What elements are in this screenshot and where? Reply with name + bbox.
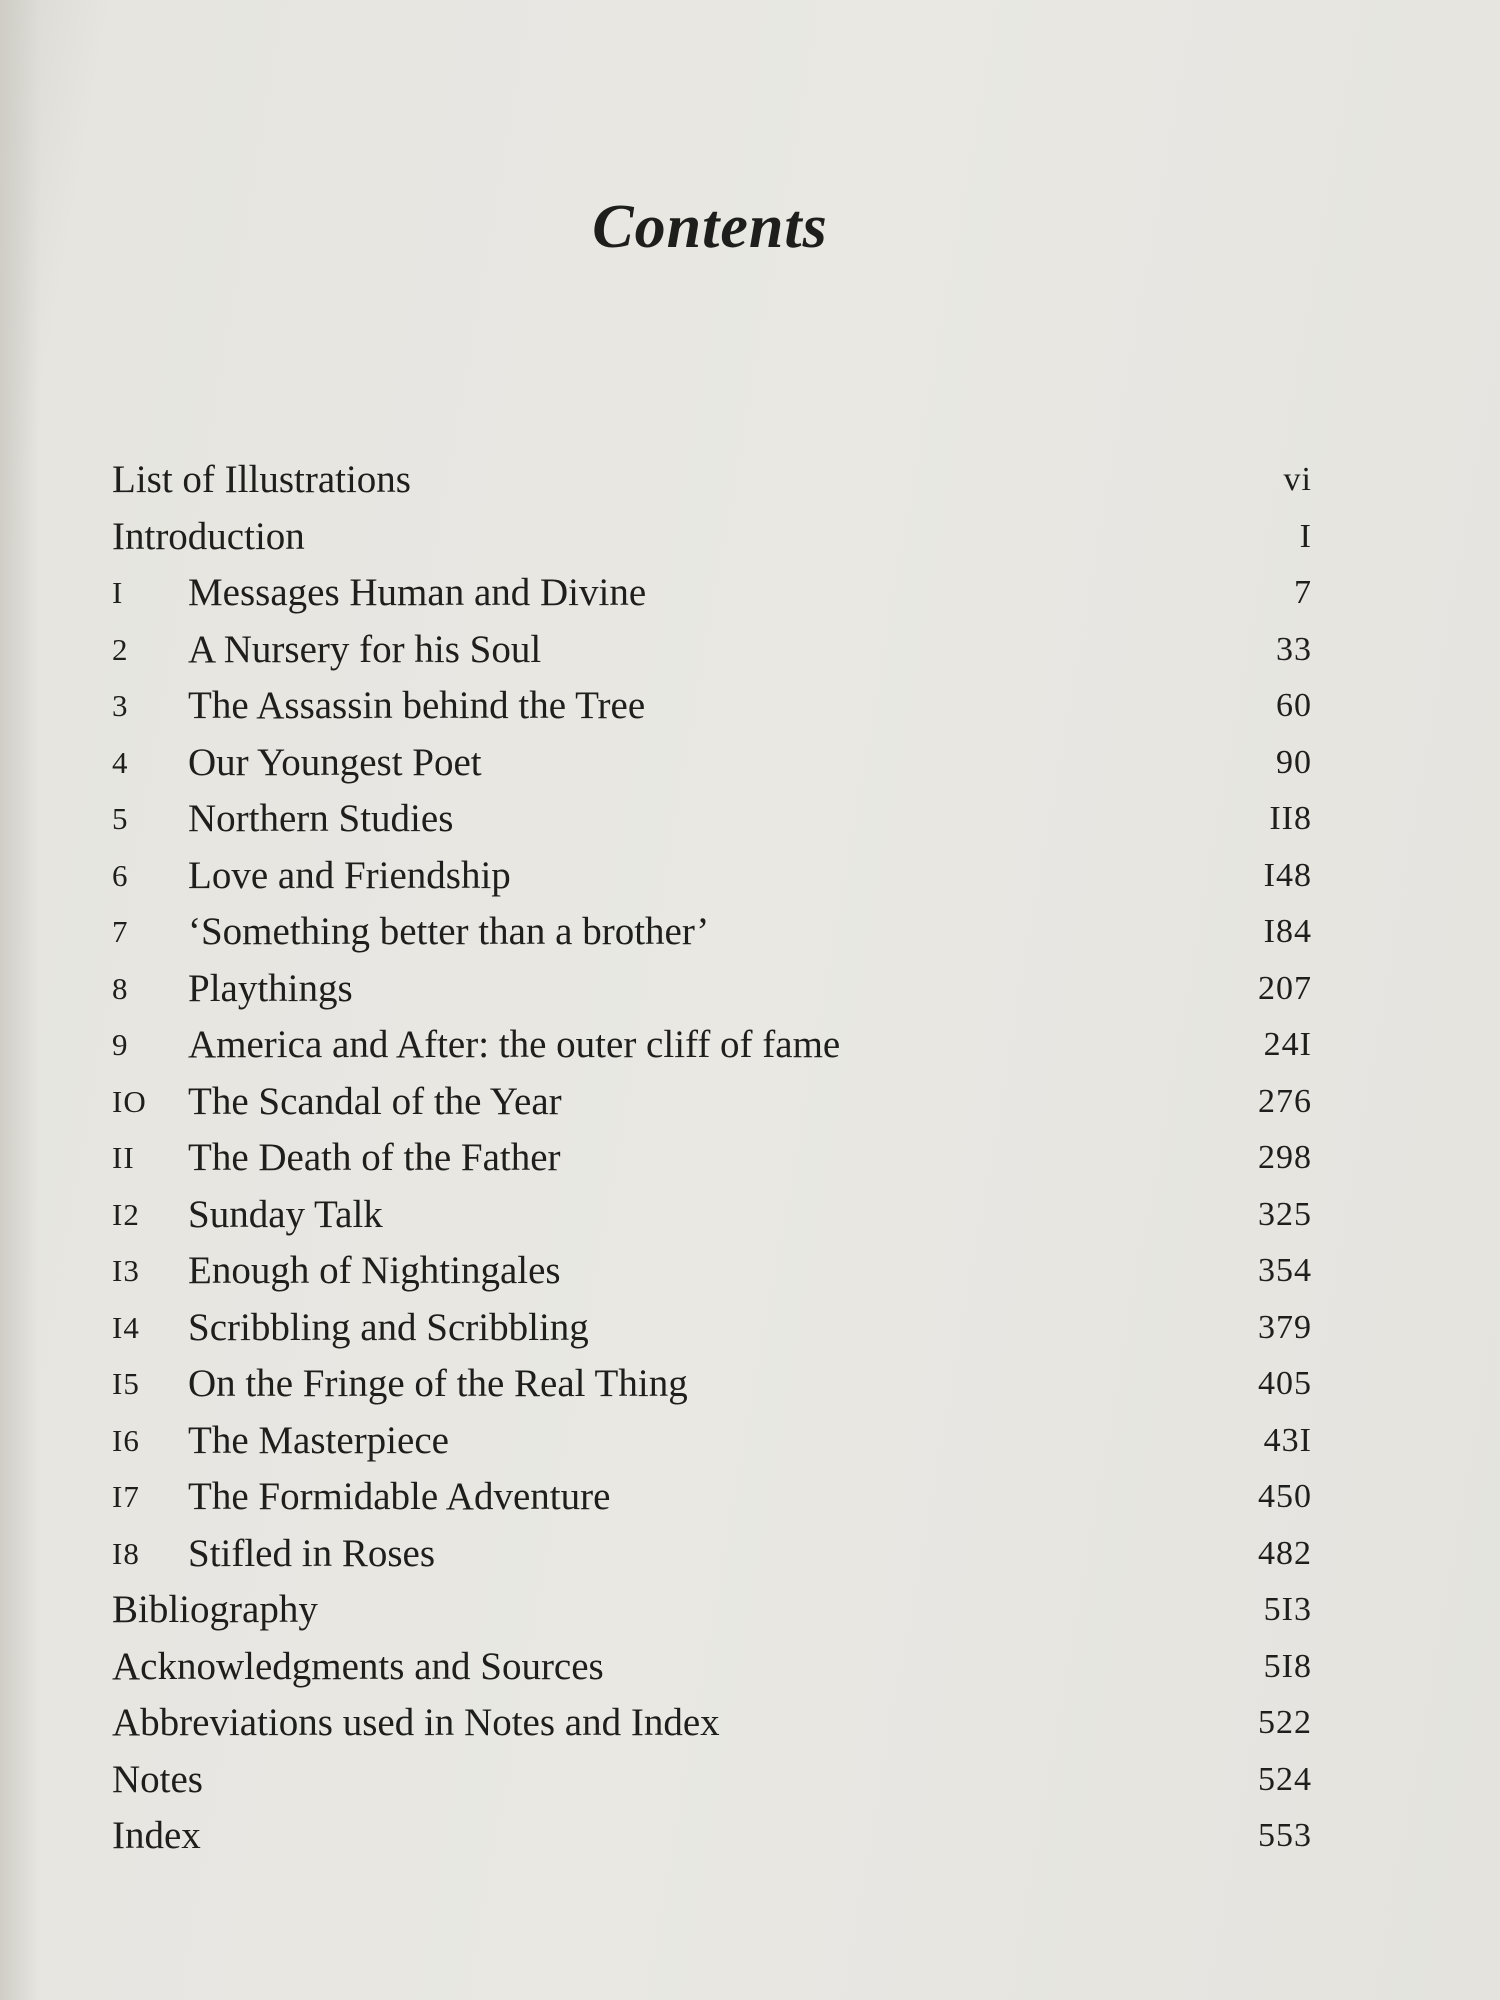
toc-chapter-entry [112,1526,1312,1583]
page-number: 482 [1258,1534,1312,1572]
chapter-number: 3 [112,688,129,723]
toc-chapter-entry [112,1413,1312,1470]
chapter-number: I4 [112,1309,140,1345]
chapter-number: I2 [112,1196,140,1232]
page-number: 7 [1294,574,1312,611]
page-number: 524 [1258,1760,1312,1798]
chapter-number: I5 [112,1366,140,1401]
entry-title: Northern Studies [188,797,454,840]
toc-chapter-entry [112,1187,1312,1244]
toc-chapter-entry [112,678,1312,735]
toc-chapter-entry [112,1356,1312,1413]
chapter-number: II [112,1140,135,1175]
entry-title: A Nursery for his Soul [188,627,542,671]
page-number: 325 [1258,1195,1312,1233]
entry-title: Love and Friendship [188,853,511,897]
page-number: vi [1283,461,1312,498]
entry-title: List of Illustrations [112,458,411,501]
entry-title: Sunday Talk [188,1192,383,1236]
chapter-number: I7 [112,1479,140,1514]
page-number: 43I [1263,1421,1312,1459]
entry-title: ‘Something better than a brother’ [188,910,710,953]
toc-chapter-entry [112,1469,1312,1526]
toc-chapter-entry [112,848,1312,905]
page-number: 298 [1258,1139,1312,1176]
toc-chapter-entry [112,1130,1312,1187]
entry-title: Stifled in Roses [188,1531,436,1575]
toc-chapter-entry [112,735,1312,792]
toc-entry [112,509,1312,566]
entry-title: Index [112,1814,201,1857]
entry-title: Introduction [112,514,305,558]
page-number: II8 [1269,800,1312,837]
toc-entry [112,1639,1312,1696]
page-number: 5I3 [1263,1591,1312,1628]
entry-title: The Scandal of the Year [188,1079,562,1123]
entry-title: On the Fringe of the Real Thing [188,1362,688,1405]
entry-title: The Death of the Father [188,1136,561,1179]
page-number: 553 [1258,1817,1312,1854]
entry-title: Acknowledgments and Sources [112,1644,604,1688]
page-number: 354 [1258,1252,1312,1289]
toc-chapter-entry [112,1074,1312,1131]
chapter-number: I3 [112,1253,140,1288]
page-number: 60 [1276,687,1312,724]
spine-shadow [0,0,40,2000]
chapter-number: 5 [112,801,129,836]
toc-entry [112,452,1312,509]
page-number: 379 [1258,1308,1312,1346]
chapter-number: 8 [112,970,129,1006]
toc-chapter-entry [112,1243,1312,1300]
toc-chapter-entry [112,1017,1312,1074]
table-of-contents [112,452,1312,1865]
toc-chapter-entry [112,565,1312,622]
chapter-number: I [112,575,124,610]
chapter-number: 6 [112,857,129,893]
chapter-number: 9 [112,1027,129,1062]
page-number: I48 [1263,856,1312,894]
chapter-number: 2 [112,631,129,667]
toc-entry [112,1808,1312,1865]
toc-chapter-entry [112,904,1312,961]
page-number: 405 [1258,1365,1312,1402]
chapter-number: I8 [112,1535,140,1571]
entry-title: Enough of Nightingales [188,1249,561,1292]
page-number: 276 [1258,1082,1312,1120]
toc-entry [112,1752,1312,1809]
toc-entry [112,1582,1312,1639]
entry-title: Bibliography [112,1588,318,1631]
toc-chapter-entry [112,622,1312,679]
chapter-number: IO [112,1083,147,1119]
page-number: 33 [1276,630,1312,668]
page-number: 207 [1258,969,1312,1007]
entry-title: The Formidable Adventure [188,1475,611,1518]
entry-title: The Masterpiece [188,1418,449,1462]
entry-title: Notes [112,1757,203,1801]
chapter-number: I6 [112,1422,140,1458]
toc-chapter-entry [112,1300,1312,1357]
page-number: 5I8 [1263,1647,1312,1685]
entry-title: Our Youngest Poet [188,740,482,784]
entry-title: Messages Human and Divine [188,571,647,614]
page-number: 24I [1263,1026,1312,1063]
chapter-number: 7 [112,914,129,949]
page-number: 522 [1258,1704,1312,1741]
entry-title: The Assassin behind the Tree [188,684,646,727]
toc-chapter-entry [112,961,1312,1018]
page-number: 90 [1276,743,1312,781]
page-title: Contents [592,192,828,261]
page-number: 450 [1258,1478,1312,1515]
entry-title: America and After: the outer cliff of fame [188,1023,841,1066]
chapter-number: 4 [112,744,129,780]
toc-entry [112,1695,1312,1752]
page-number: I84 [1263,913,1312,950]
toc-chapter-entry [112,791,1312,848]
page-number: I [1299,517,1312,555]
entry-title: Abbreviations used in Notes and Index [112,1701,720,1744]
entry-title: Playthings [188,966,353,1010]
entry-title: Scribbling and Scribbling [188,1305,589,1349]
